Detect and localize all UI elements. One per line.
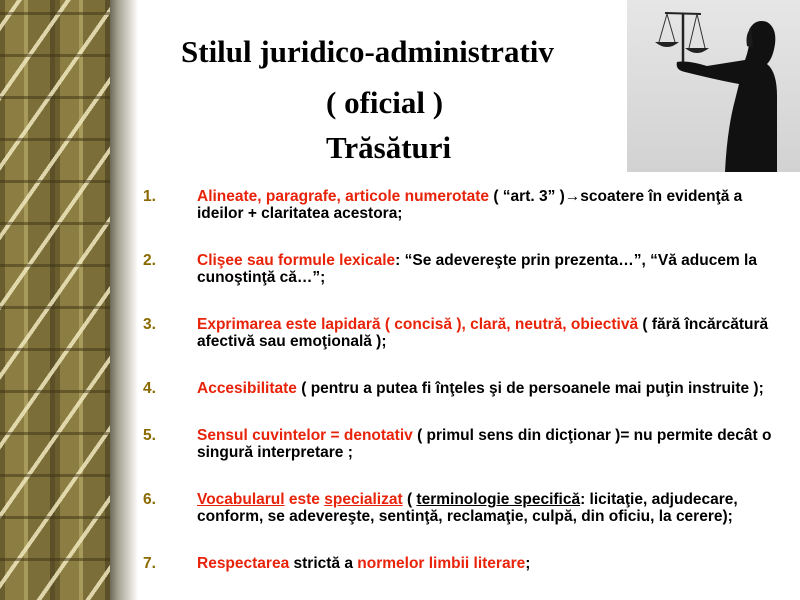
list-item: [143, 491, 783, 525]
list-item-text: specializat: [324, 491, 403, 508]
list-item-text: ( “art. 3” )→scoatere în evidenţă a ideilor + claritatea acestora;: [197, 188, 743, 222]
list-item: [143, 380, 783, 397]
list-item: [143, 555, 783, 572]
features-list: [143, 188, 783, 572]
list-item: [143, 316, 783, 350]
list-item-number: 5.: [143, 427, 156, 444]
border-shadow: [110, 0, 138, 600]
list-item-text: Respectarea: [197, 555, 290, 572]
list-item: [143, 427, 783, 461]
list-item-number: 7.: [143, 555, 156, 572]
list-item-text: (: [402, 491, 417, 508]
list-item-text: este: [288, 491, 320, 508]
list-item-number: 6.: [143, 491, 156, 508]
section-heading: Trăsături: [326, 130, 452, 165]
justice-scales-photo: [627, 0, 800, 172]
list-item-text: strictă a: [289, 555, 358, 572]
list-item-text: Clişee sau formule lexicale: [197, 252, 396, 269]
list-item-text: ( pentru a putea fi înţeles şi de persoanele mai puţin instruite );: [296, 380, 764, 397]
list-item: [143, 188, 783, 222]
list-item-text: ;: [525, 555, 531, 572]
list-item-text: Accesibilitate: [197, 380, 297, 397]
list-item-number: 4.: [143, 380, 156, 397]
list-item-text: : licitaţie, adjudecare, conform, se adevereşte, sentinţă, reclamaţie, culpă, din oficiu, la cerere);: [197, 491, 738, 525]
list-item-text: Sensul cuvintelor = denotativ: [197, 427, 413, 444]
list-item-number: 2.: [143, 252, 156, 269]
list-item-text: ( fără încărcătură afectivă sau emoţională );: [197, 316, 769, 350]
list-item-text: normelor limbii literare: [357, 555, 526, 572]
list-item-text: ( primul sens din dicţionar )= nu permite decât o singură interpretare ;: [197, 427, 772, 461]
list-item-text: Vocabularul: [197, 491, 285, 508]
list-item-text: Exprimarea este lapidară ( concisă ), clară, neutră, obiectivă: [197, 316, 639, 333]
list-item-number: 1.: [143, 188, 156, 205]
page-subtitle: ( oficial ): [326, 85, 444, 120]
decorative-left-border: [0, 0, 110, 600]
list-item: [143, 252, 783, 286]
page-title: Stilul juridico-administrativ: [181, 34, 554, 69]
list-item-text: : “Se adevereşte prin prezenta…”, “Vă aducem la cunoştinţă că…”;: [197, 252, 757, 286]
list-item-text: terminologie specifică: [416, 491, 581, 508]
list-item-text: Alineate, paragrafe, articole numerotate: [197, 188, 490, 205]
list-item-number: 3.: [143, 316, 156, 333]
